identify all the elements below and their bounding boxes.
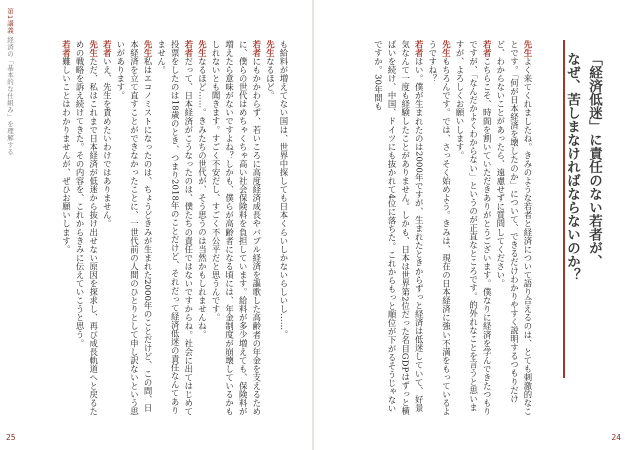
dialogue-line <box>493 40 534 420</box>
dialogue-text: こちらこそ、時間を割いていただきありがとうございます。僕なりに経済を学んできたつもりですが、「なんだかよくわからない」というのが正直なところです。的外れなことを言うと思いますが、よろしくお願いします。 <box>455 40 493 416</box>
running-head <box>6 8 14 155</box>
dialogue-line <box>371 40 425 420</box>
speaker-label: 先生 <box>88 40 99 58</box>
section-title-line: 「経済低迷」に責任のない若者が、 <box>586 52 602 268</box>
dialogue-line <box>154 40 195 420</box>
dialogue-text: も給料が増えてない国は、世界中探しても日本くらいしかないらしいし……。 <box>279 40 289 339</box>
dialogue-text: にもかかわらず、若いころに高度経済成長やバブル経済を謳歌した高齢者の年金を支えるために、僕らの世代はめちゃくちゃ高い社会保険料を負担しています。給料が多少増えても、保険料が増えたら意味がないですよね？しかも、僕らが高齢者になる頃には、年金制度が崩壊しているかもしれないとも聞きます。すごく不安だし、すごく不公平だと思うんです。 <box>211 40 262 416</box>
dialogue-text: はい。僕が生まれたのは2000年ですが、生まれたときからずっと経済は低迷していて、好景気なんて一度も経験したことがありません。しかも、日本は世界第2位だった名目GDPはずっと横ばいを続け、中国、ドイツにも抜かれて4位に落ちた。これからもっと順位が下がるそうじゃないですか。30年間も <box>373 40 425 416</box>
left-body-text <box>50 40 290 420</box>
speaker-label: 若者 <box>414 40 425 58</box>
dialogue-text: なるほど……。きみたちの世代が、そう思うのは当然かもしれませんね。 <box>197 57 208 339</box>
chapter-subtitle: 経済の「基本的な仕組み」を理解する <box>6 36 14 156</box>
speaker-label: 若者 <box>183 40 194 58</box>
speaker-label: 先生 <box>197 40 208 58</box>
dialogue-text: いえ、先生を責めたいわけではありません。 <box>102 57 113 228</box>
dialogue-line <box>113 40 154 420</box>
page-number: 24 <box>611 433 621 442</box>
chapter-label: 第1講義 <box>6 8 14 34</box>
dialogue-text: 私はエコノミストになったのは、ちょうどきみが生まれた2000年のことだけど、この間、日本経済を立て直すことができなかったことに、一世代前の人間のひとりとして申し訳ないという思いがあります。 <box>115 40 154 416</box>
speaker-label: 若者 <box>102 40 113 58</box>
dialogue-text: 難しいことはわかりませんが、ぜひお願いします。 <box>61 57 72 254</box>
section-title <box>561 52 605 282</box>
dialogue-line <box>73 40 100 420</box>
dialogue-line <box>208 40 262 420</box>
speaker-label: 若者 <box>61 40 72 58</box>
speaker-label: 先生 <box>441 40 452 58</box>
left-page <box>0 0 313 450</box>
dialogue-line <box>195 40 209 420</box>
dialogue-line <box>276 40 290 420</box>
dialogue-line <box>452 40 493 420</box>
speaker-label: 若者 <box>482 40 493 58</box>
dialogue-text: もちろんです。では、さっそく始めよう。きみは、現在の日本経済に強い不満をもっているようですね？ <box>427 40 452 416</box>
dialogue-line <box>59 40 73 420</box>
dialogue-text: よく来てくれましたね。きみのような若者と経済について語り合えるのは、とても刺激的なことです。「何が日本経済を壊したのか」について、できるだけわかりやすく説明するつもりだけど、わからないことがあったら、遠慮せずに質問してください。 <box>495 40 533 416</box>
page-number: 25 <box>6 433 16 442</box>
speaker-label: 若者 <box>251 40 262 58</box>
right-page <box>314 0 627 450</box>
dialogue-line <box>425 40 452 420</box>
speaker-label: 先生 <box>523 40 533 58</box>
dialogue-text: なるほど。 <box>265 57 276 100</box>
right-body-text <box>326 40 534 420</box>
section-title-line: なぜ、苦しまなければならないのか？ <box>564 52 580 282</box>
dialogue-line <box>100 40 114 420</box>
dialogue-text: だって、日本経済がこうなったのは、僕たちの責任ではないですからね。社会に出てはじめて投票をしたのは18歳のとき、つまり2018年のことだけど、それだって経済低迷の責任なんてありません。 <box>156 40 194 416</box>
dialogue-line <box>263 40 277 420</box>
speaker-label: 先生 <box>265 40 276 58</box>
dialogue-text: ただ、私はこれまで日本経済が低迷から抜け出せない原因を探求し、再び成長軌道へと戻るための戦略を訴え続けてきた。その内容を、これからきみに伝えていこうと思う。 <box>75 40 99 416</box>
speaker-label: 先生 <box>143 40 154 58</box>
